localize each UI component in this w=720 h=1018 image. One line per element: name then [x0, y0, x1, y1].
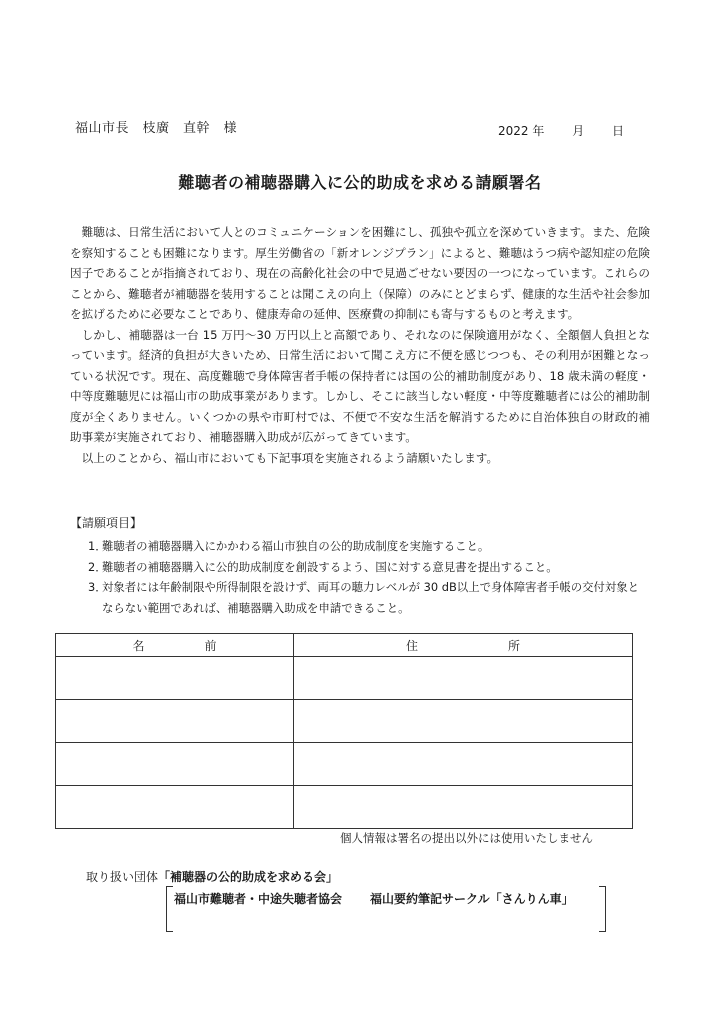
right-bracket: [599, 886, 606, 932]
table-row: [56, 700, 633, 743]
list-item: [88, 577, 648, 618]
items-heading: 【請願項目】: [70, 516, 143, 530]
date-month: 月: [572, 124, 585, 138]
date-year: 2022 年: [498, 124, 545, 138]
address-header-char-2: 所: [508, 638, 521, 653]
body-paragraph-1: 難聴は、日常生活において人とのコミュニケーションを困難にし、孤独や孤立を深めていきます。また、危険を察知することも困難になります。厚生労働省の「新オレンジプラン」によると、難聴はうつ病や認知症の危険因子であることが指摘されており、現在の高齢化社会の中で見過ごせない要因の一つになっています。これらのことから、難聴者が補聴器を装用することは聞こえの向上（保障）のみにとどまらず、健康的な生活や社会参加を拡げるために必要なことであり、健康寿命の延伸、医療費の抑制にも寄与するものと考えます。: [70, 225, 650, 321]
organizer-label: [86, 868, 338, 885]
member-1: 福山市難聴者・中途失聴者協会: [174, 892, 343, 906]
name-header-char-2: 前: [204, 638, 217, 653]
organizer-name: 「補聴器の公的助成を求める会」: [158, 870, 339, 884]
table-row: [56, 657, 633, 700]
date-day: 日: [612, 124, 625, 138]
petition-items: [88, 536, 648, 618]
list-item: [88, 536, 648, 557]
table-row: [56, 786, 633, 829]
petition-body: [70, 222, 650, 468]
name-header-char-1: 名: [132, 638, 145, 653]
address-cell[interactable]: [294, 786, 633, 829]
organizer-member-line: [174, 890, 574, 907]
list-item: [88, 557, 648, 578]
address-cell[interactable]: [294, 743, 633, 786]
name-cell[interactable]: [56, 743, 294, 786]
item-number: 2．: [88, 559, 107, 574]
name-cell[interactable]: [56, 657, 294, 700]
body-paragraph-2: しかし、補聴器は一台 15 万円～30 万円以上と高額であり、それなのに保険適用がなく、全額個人負担となっています。経済的負担が大きいため、日常生活において聞こえ方に不便を感じつつも、その利用が困難となっている状況です。現在、高度難聴で身体障害者手帳の保持者には国の公的補助制度があり、18 歳未満の軽度・中等度難聴児には福山市の助成事業があります。しかし、そこに該当しない軽度・中等度難聴者には公的補助制度が全くありません。いくつかの県や市町村では、不便で不安な生活を解消するために自治体独自の財政的補助事業が実施されており、補聴器購入助成が広がってきています。: [70, 327, 650, 444]
item-text: 難聴者の補聴器購入に公的助成制度を創設するよう、国に対する意見書を提出すること。: [102, 559, 558, 574]
body-paragraph-3: 以上のことから、福山市においても下記事項を実施されるよう請願いたします。: [81, 450, 499, 465]
name-cell[interactable]: [56, 700, 294, 743]
address-cell[interactable]: [294, 700, 633, 743]
organizer-members: [166, 886, 606, 930]
addressee: 福山市長 枝廣 直幹 様: [75, 121, 238, 136]
item-number: 1．: [88, 539, 107, 553]
name-cell[interactable]: [56, 786, 294, 829]
name-column-header: [56, 634, 294, 657]
address-header-char-1: 住: [405, 638, 418, 653]
table-header-row: [56, 634, 633, 657]
page-title: 難聴者の補聴器購入に公的助成を求める請願署名: [178, 173, 542, 192]
item-text: 難聴者の補聴器購入にかかわる福山市独自の公的助成制度を実施すること。: [102, 539, 490, 553]
item-text: 対象者には年齢制限や所得制限を設けず、両耳の聴力レベルが 30 dB以上で身体障害者手帳の交付対象とならない範囲であれば、補聴器購入助成を申請できること。: [102, 580, 640, 615]
date-line: [498, 122, 638, 139]
address-cell[interactable]: [294, 657, 633, 700]
item-number: 3．: [88, 580, 107, 594]
organizer-prefix: 取り扱い団体: [86, 870, 159, 884]
signature-table: [55, 633, 633, 829]
left-bracket: [166, 886, 173, 932]
table-row: [56, 743, 633, 786]
address-column-header: [294, 634, 633, 657]
member-2: 福山要約筆記サークル「さんりん車」: [370, 892, 574, 906]
privacy-note: 個人情報は署名の提出以外には使用いたしません: [340, 831, 593, 845]
